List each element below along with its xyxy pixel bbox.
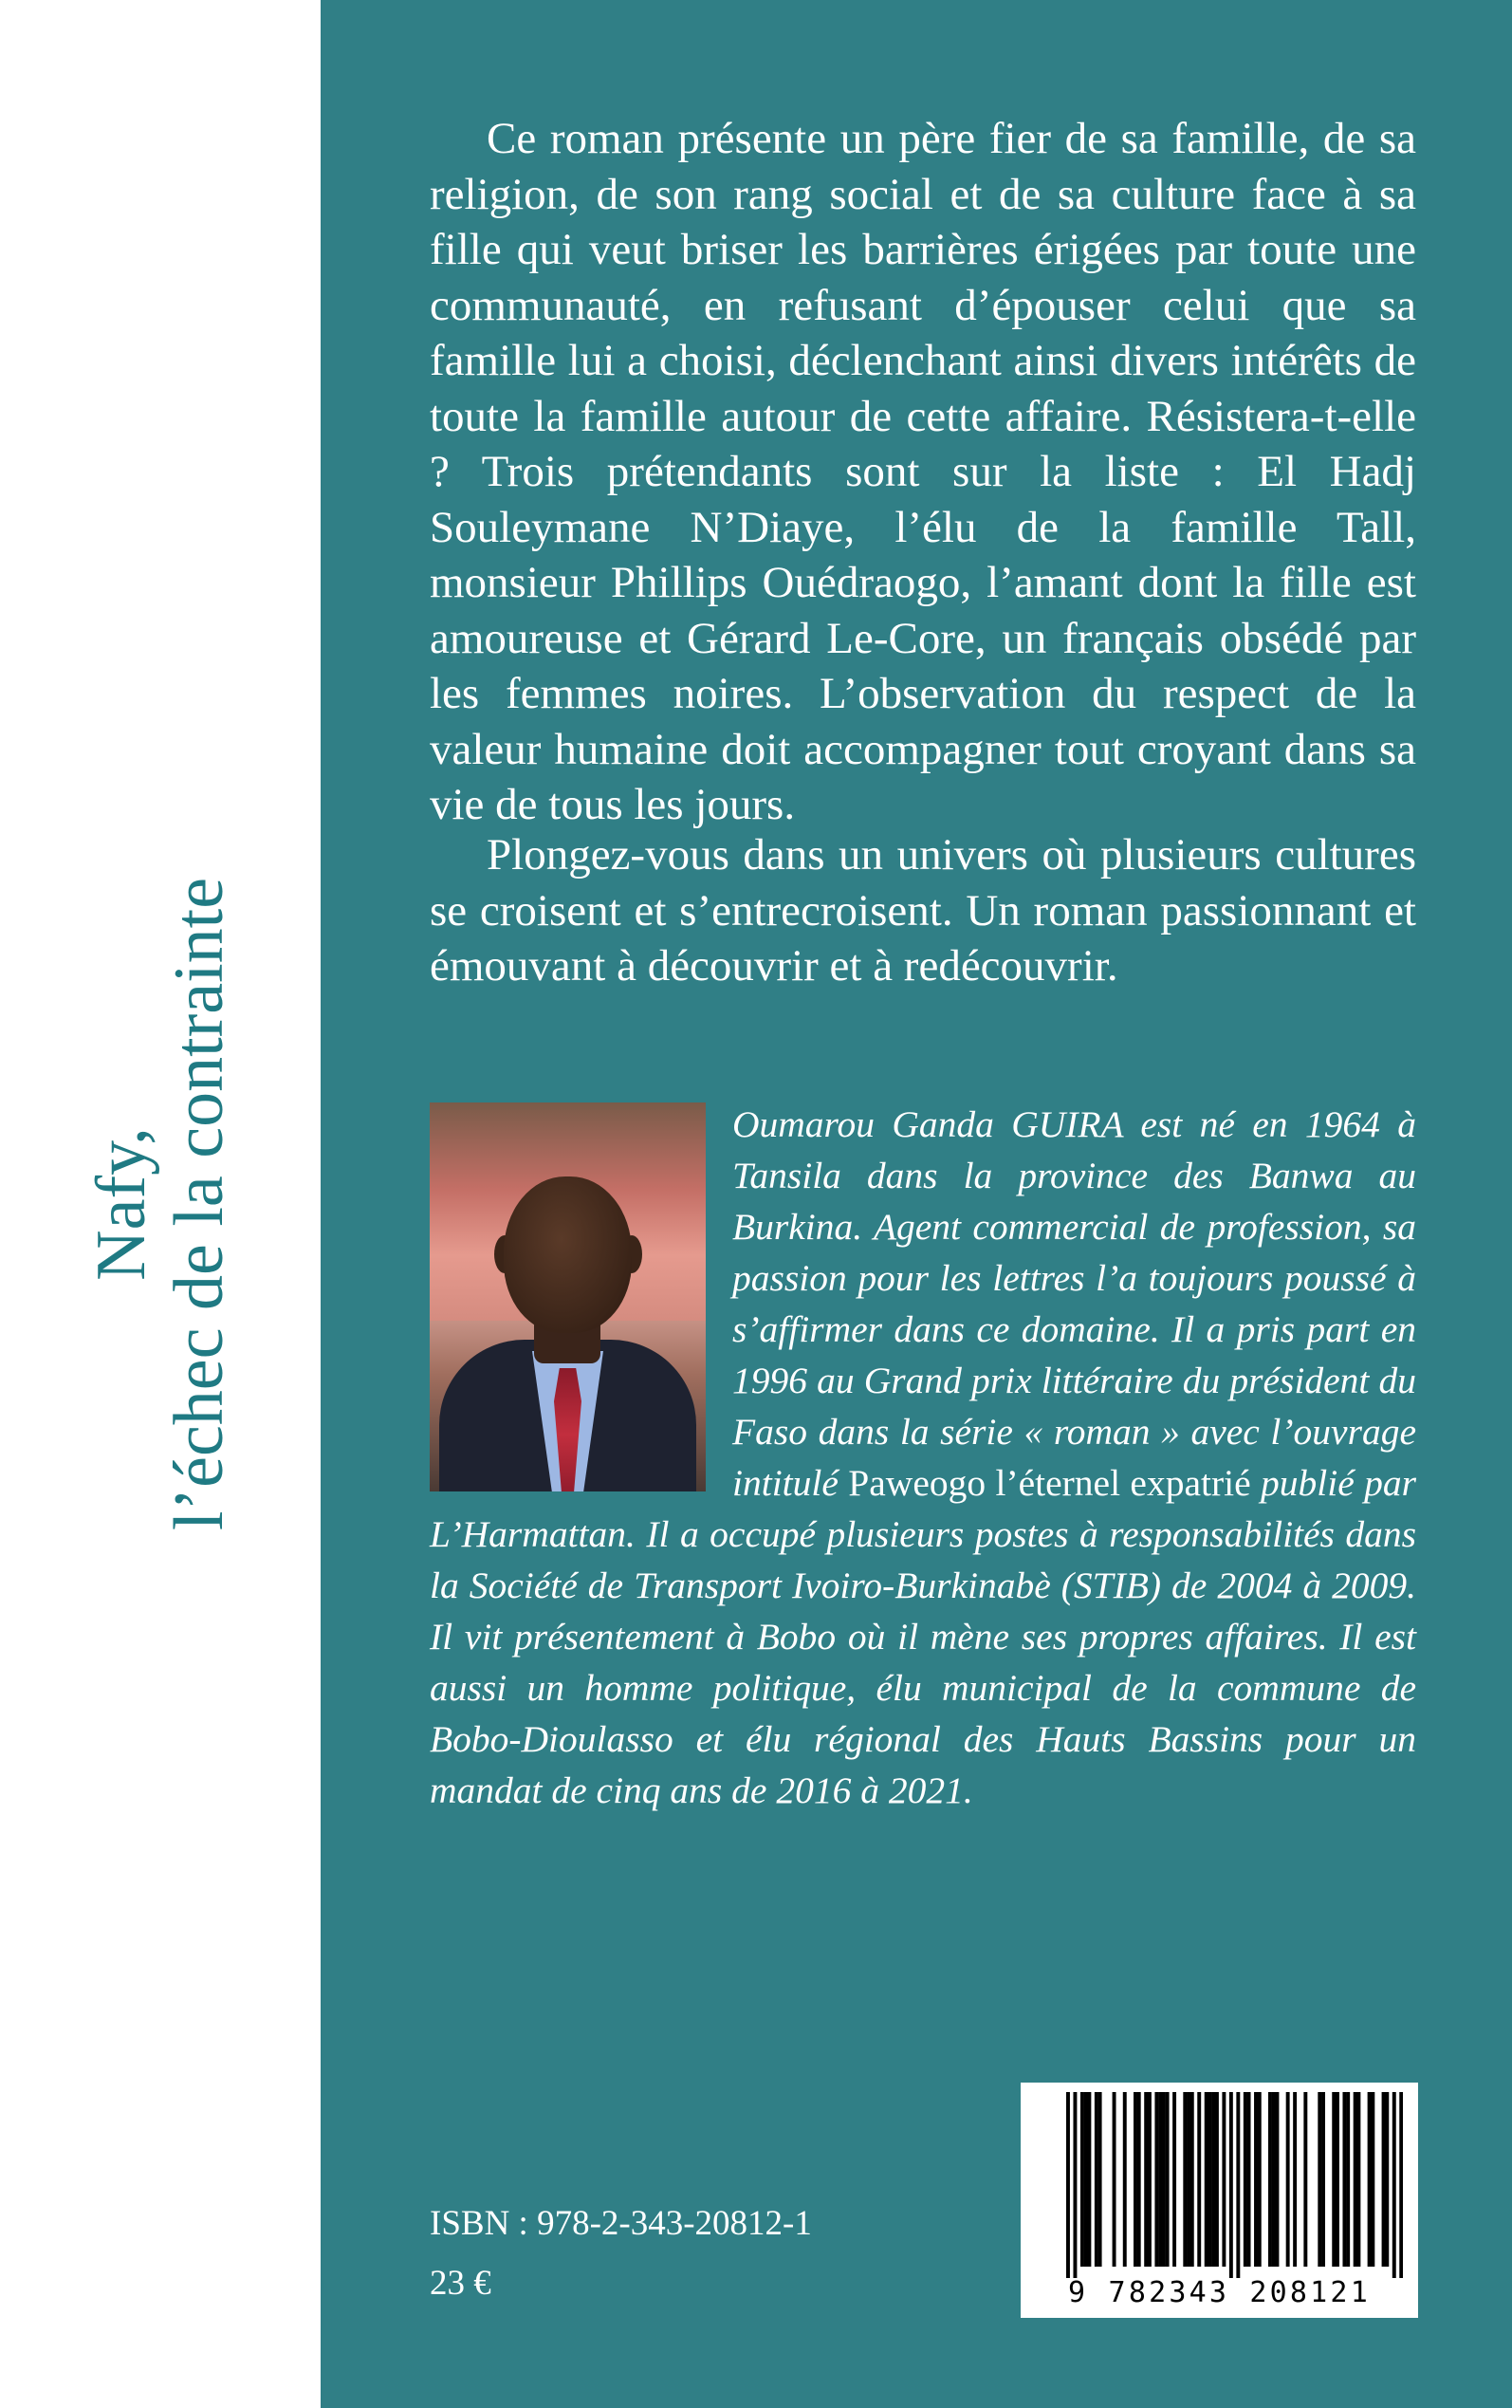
book-spine: [0, 0, 321, 2408]
barcode-bar: [1247, 2092, 1251, 2267]
barcode-bar: [1098, 2092, 1102, 2267]
barcode-bar: [1134, 2092, 1137, 2267]
barcode-bar: [1303, 2092, 1307, 2267]
barcode-bar: [1154, 2092, 1158, 2267]
barcode-bar: [1222, 2092, 1226, 2267]
barcode-bar: [1356, 2092, 1360, 2267]
barcode-bar: [1183, 2092, 1187, 2267]
barcode-bar: [1368, 2092, 1372, 2267]
barcode-bar: [1080, 2092, 1084, 2267]
barcode-bar: [1268, 2092, 1272, 2267]
barcode-bar: [1318, 2092, 1321, 2267]
barcode-bar: [1336, 2092, 1339, 2267]
barcode-bar: [1385, 2092, 1389, 2267]
spine-title-line-1: Nafy,: [83, 1127, 160, 1281]
barcode-bar: [1342, 2092, 1346, 2267]
barcode-bar: [1286, 2092, 1290, 2267]
barcode-bar: [1346, 2092, 1350, 2267]
barcode-bar: [1162, 2092, 1166, 2267]
synopsis-paragraph-1: Ce roman présente un père fier de sa famille, de sa religion, de son rang social et de sa culture face à sa fille qui veut briser les barrières érigées par toute une communauté, en refusant d’épouser celui que sa famille lui a choisi, déclenchant ainsi divers intérêts de toute la famille autour de cette affaire. Résistera-t-elle ? Trois prétendants sont sur la liste : El Hadj Souleymane N’Diaye, l’élu de la famille Tall, monsieur Phillips Ouédraogo, l’amant dont la fille est amoureuse et Gérard Le-Core, un français obsédé par les femmes noires. L’observation du respect de la valeur humaine doit accompagner tout croyant dans sa vie de tous les jours.: [430, 114, 1416, 829]
author-bio-part-2: publié par L’Harmattan. Il a occupé plusieurs postes à responsabilités dans la Société de Transport Ivoiro-Burkinabè (STIB) de 2004 à 2009. Il vit présentement à Bobo où il mène ses propres affaires. Il est aussi un homme politique, élu municipal de la commune de Bobo-Dioulasso et élu régional des Hauts Bassins pour un mandat de cinq ans de 2016 à 2021.: [430, 1462, 1416, 1811]
barcode-bar: [1254, 2092, 1258, 2267]
barcode-bar: [1087, 2092, 1091, 2267]
barcode-bar: [1197, 2092, 1201, 2267]
barcode-bar: [1166, 2092, 1170, 2267]
barcode-bar: [1073, 2092, 1077, 2278]
author-biography: [430, 1099, 1416, 1816]
barcode-bar: [1095, 2092, 1098, 2267]
barcode-bar: [1158, 2092, 1162, 2267]
barcode-bar: [1371, 2092, 1374, 2267]
barcode-bar: [1084, 2092, 1088, 2267]
author-bio-book-title: Paweogo l’éternel expatrié: [848, 1462, 1251, 1504]
barcode-bar: [1211, 2092, 1215, 2267]
barcode-bar: [1215, 2092, 1219, 2267]
barcode-bar: [1236, 2092, 1240, 2278]
author-bio-part-1: Oumarou Ganda GUIRA est né en 1964 à Tansila dans la province des Banwa au Burkina. Agent commercial de profession, sa passion pour les lettres l’a toujours poussé à s’affirmer dans ce domaine. Il a pris part en 1996 au Grand prix littéraire du président du Faso dans la série « roman » avec l’ouvrage intitulé: [732, 1103, 1416, 1504]
barcode-bar: [1187, 2092, 1190, 2267]
barcode-bar: [1275, 2092, 1279, 2267]
author-photo: [430, 1102, 706, 1491]
barcode-bars: [1066, 2092, 1403, 2278]
barcode-bar: [1382, 2092, 1386, 2267]
barcode-bar: [1392, 2092, 1396, 2278]
synopsis-paragraph-2: Plongez-vous dans un univers où plusieurs cultures se croisent et s’entrecroisent. Un roman passionnant et émouvant à découvrir et à redécouvrir.: [430, 830, 1416, 991]
barcode-bar: [1205, 2092, 1208, 2267]
barcode-bar: [1293, 2092, 1297, 2267]
barcode-bar: [1399, 2092, 1403, 2278]
barcode-bar: [1144, 2092, 1148, 2267]
barcode-bar: [1258, 2092, 1262, 2267]
spine-title: [83, 878, 238, 1530]
barcode-bar: [1354, 2092, 1357, 2267]
barcode-bar: [1123, 2092, 1127, 2267]
barcode-bar: [1066, 2092, 1070, 2278]
isbn-text: ISBN : 978-2-343-20812-1: [430, 2204, 812, 2243]
barcode-bar: [1321, 2092, 1325, 2267]
barcode-bar: [1113, 2092, 1116, 2267]
barcode-bar: [1208, 2092, 1211, 2267]
barcode-bar: [1148, 2092, 1152, 2267]
barcode-bar: [1229, 2092, 1233, 2278]
barcode-number: 9 782343 208121: [1068, 2276, 1371, 2309]
barcode-bar: [1244, 2092, 1247, 2267]
price-text: 23 €: [430, 2264, 491, 2303]
barcode-bar: [1190, 2092, 1194, 2267]
barcode-bar: [1172, 2092, 1176, 2267]
barcode-bar: [1137, 2092, 1141, 2267]
barcode-bar: [1332, 2092, 1336, 2267]
spine-title-line-2: l’échec de la contrainte: [160, 877, 238, 1531]
barcode: [1021, 2083, 1418, 2318]
back-cover-panel: [321, 0, 1512, 2408]
barcode-bar: [1272, 2092, 1276, 2267]
